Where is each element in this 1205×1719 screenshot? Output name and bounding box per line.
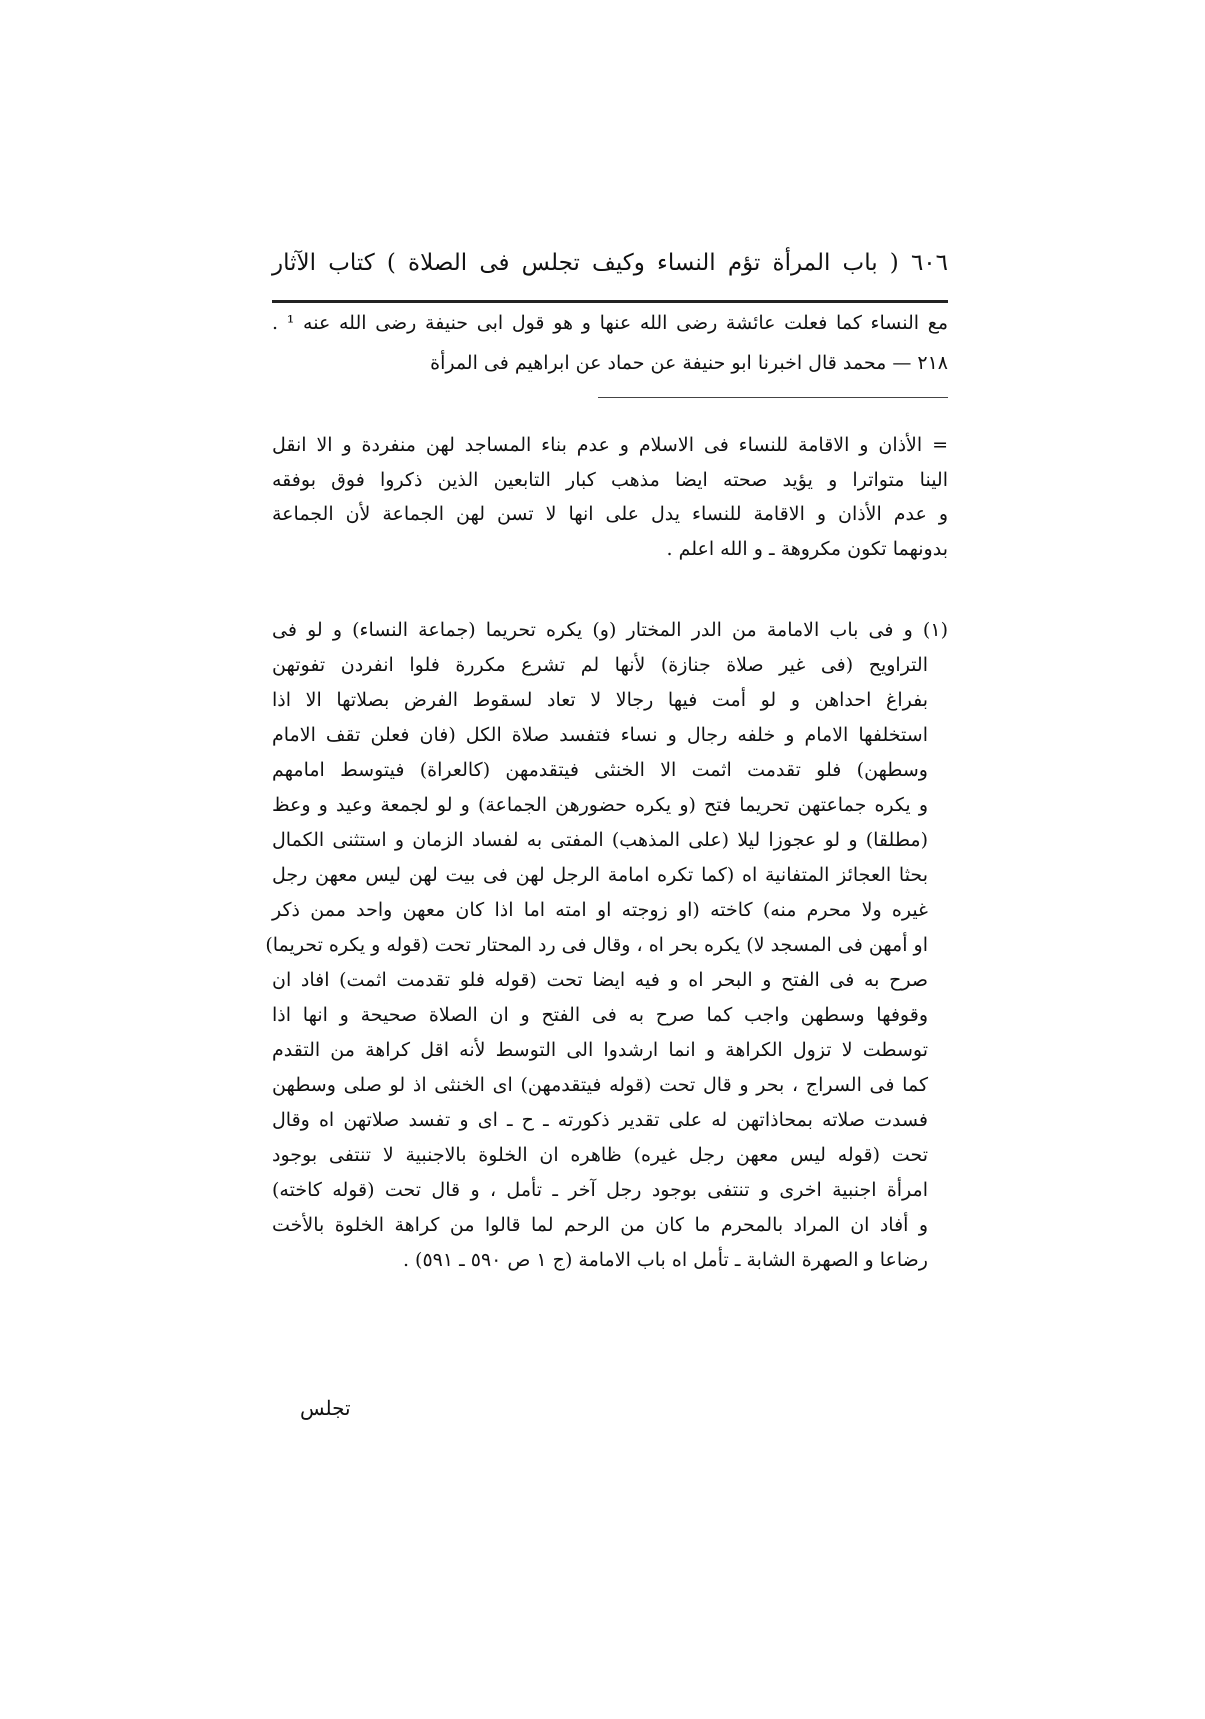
footnote-line: = الأذان و الاقامة للنساء فى الاسلام و عدم بناء المساجد لهن منفردة و الا انقل <box>272 434 948 456</box>
footnote-line: وسطهن) فلو تقدمت اثمت الا الخنثى فيتقدمهن (كالعراة) فيتوسط امامهم <box>272 759 928 781</box>
footnote-line: و أفاد ان المراد بالمحرم ما كان من الرحم لما قالوا من كراهة الخلوة بالأخت <box>272 1214 928 1236</box>
footnote-line: فسدت صلاته بمحاذاتهن له على تقدير ذكورته ـ ح ـ اى و تفسد صلاتهن اه وقال <box>272 1109 928 1131</box>
footnote-line: التراويح (فى غير صلاة جنازة) لأنها لم تشرع مكررة فلوا انفردن تفوتهن <box>272 654 928 676</box>
footnote-line: و يكره جماعتهن تحريما فتح (و يكره حضورهن الجماعة) و لو لجمعة وعيد و وعظ <box>272 794 928 816</box>
footnote-line: (١) و فى باب الامامة من الدر المختار (و) يكره تحريما (جماعة النساء) و لو فى <box>272 619 948 641</box>
footnote-line: صرح به فى الفتح و البحر اه و فيه ايضا تحت (قوله فلو تقدمت اثمت) افاد ان <box>272 969 928 991</box>
footnote-line: توسطت لا تزول الكراهة و انما ارشدوا الى التوسط لأنه اقل كراهة من التقدم <box>272 1039 928 1061</box>
footnote-line: استخلفها الامام و خلفه رجال و نساء فتفسد صلاة الكل (فان فعلن تقف الامام <box>272 724 928 746</box>
footnote-line: بدونهما تكون مكروهة ـ و الله اعلم . <box>666 537 948 560</box>
running-header: ٦٠٦ ( باب المرأة تؤم النساء وكيف تجلس فى الصلاة ) كتاب الآثار <box>272 250 948 276</box>
body-line: مع النساء كما فعلت عائشة رضى الله عنها و هو قول ابى حنيفة رضى الله عنه ¹ . <box>272 312 948 334</box>
footnote-line: او أمهن فى المسجد لا) يكره بحر اه ، وقال فى رد المحتار تحت (قوله و يكره تحريما) <box>265 934 928 956</box>
body-line: ٢١٨ — محمد قال اخبرنا ابو حنيفة عن حماد عن ابراهيم فى المرأة <box>430 352 948 374</box>
footnote-line: بحثا العجائز المتفانية اه (كما تكره امامة الرجل لهن فى بيت لهن ليس معهن رجل <box>272 864 928 886</box>
footnote-line: غيره ولا محرم منه) كاخته (او زوجته او امته اما اذا كان معهن واحد ممن ذكر <box>272 899 928 921</box>
footnote-line: بفراغ احداهن و لو أمت فيها رجالا لا تعاد لسقوط الفرض بصلاتها الا اذا <box>272 689 928 711</box>
footnote-separator <box>598 397 948 398</box>
footnote-line: امرأة اجنبية اخرى و تنتفى بوجود رجل آخر ـ تأمل ، و قال تحت (قوله كاخته) <box>272 1179 928 1201</box>
footnote-line: الينا متواترا و يؤيد صحته ايضا مذهب كبار التابعين الذين ذكروا فوق بوفقه <box>272 468 948 491</box>
catchword: تجلس <box>300 1396 351 1420</box>
footnote-line: وقوفها وسطهن واجب كما صرح به فى الفتح و ان الصلاة صحيحة و انها اذا <box>272 1004 928 1026</box>
header-rule <box>272 300 948 303</box>
footnote-line: و عدم الأذان و الاقامة للنساء يدل على انها لا تسن لهن الجماعة لأن الجماعة <box>272 503 948 525</box>
footnote-line: تحت (قوله ليس معهن رجل غيره) ظاهره ان الخلوة بالاجنبية لا تنتفى بوجود <box>272 1144 928 1166</box>
footnote-line: رضاعا و الصهرة الشابة ـ تأمل اه باب الامامة (ج ١ ص ٥٩٠ ـ ٥٩١) . <box>402 1249 928 1271</box>
footnote-line: كما فى السراج ، بحر و قال تحت (قوله فيتقدمهن) اى الخنثى اذ لو صلى وسطهن <box>272 1074 928 1096</box>
footnote-line: (مطلقا) و لو عجوزا ليلا (على المذهب) المفتى به لفساد الزمان و استثنى الكمال <box>272 829 928 851</box>
